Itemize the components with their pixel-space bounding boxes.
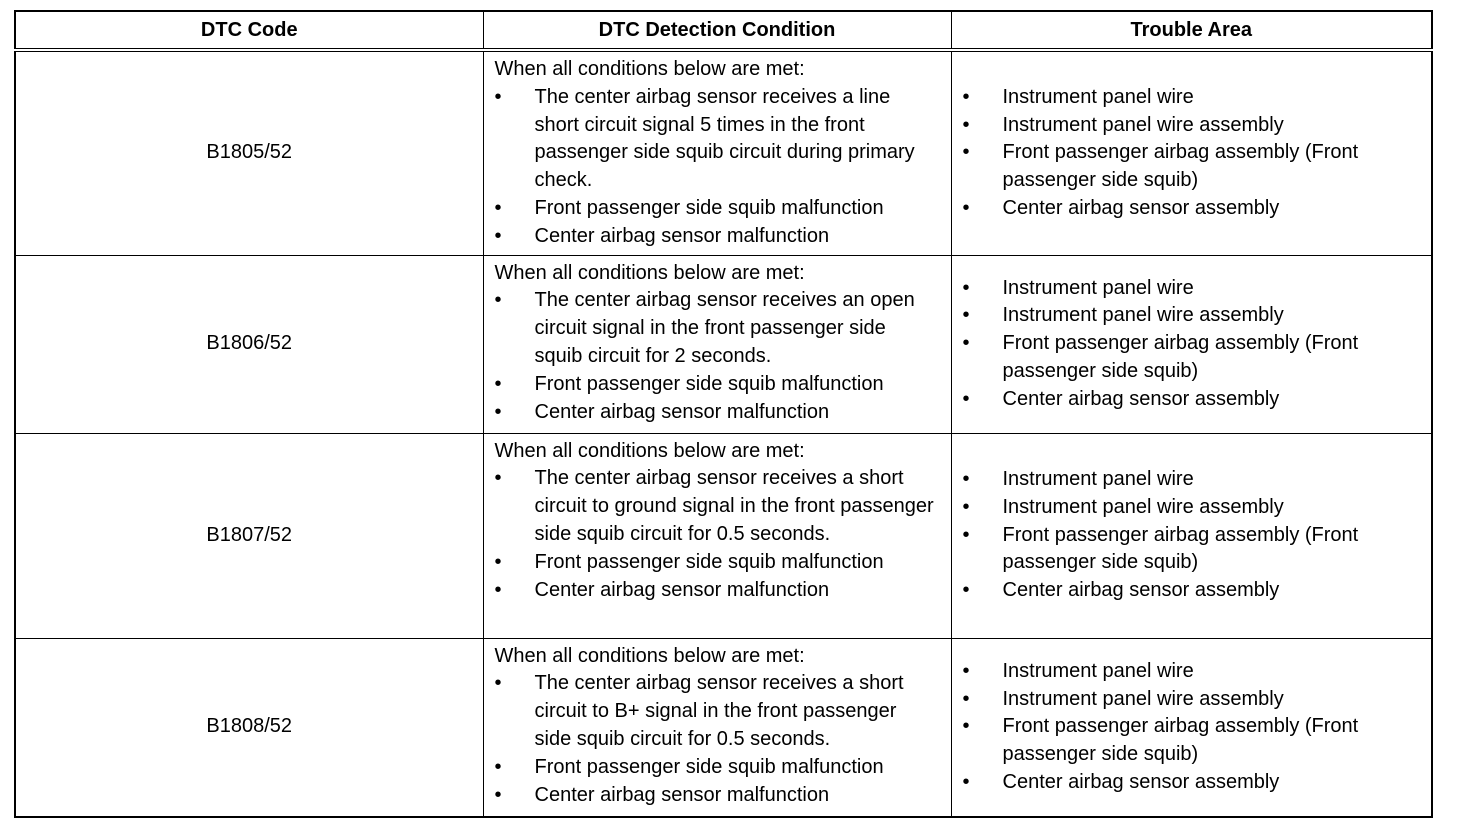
detection-condition (483, 638, 951, 817)
condition-text: Center airbag sensor malfunction (534, 400, 830, 423)
area-list (963, 466, 1420, 605)
condition-item (495, 670, 939, 753)
condition-list (495, 670, 939, 809)
bullet-icon: • (494, 289, 502, 312)
area-item (963, 769, 1420, 797)
area-item (963, 466, 1420, 494)
area-item (963, 112, 1420, 140)
condition-item (495, 549, 939, 577)
detection-condition (483, 433, 951, 638)
bullet-icon: • (494, 755, 502, 778)
detection-condition (483, 50, 951, 255)
condition-item (495, 782, 939, 810)
condition-item (495, 754, 939, 782)
area-text: Instrument panel wire (1002, 659, 1194, 682)
condition-text: The center airbag sensor receives a short circuit to B+ signal in the front passenger side squib circuit for 0.5 seconds. (534, 672, 904, 750)
area-text: Center airbag sensor assembly (1002, 771, 1280, 794)
bullet-icon: • (494, 85, 502, 108)
area-text: Instrument panel wire (1002, 85, 1194, 108)
trouble-area (951, 50, 1432, 255)
trouble-area (951, 255, 1432, 433)
bullet-icon: • (962, 387, 970, 410)
condition-text: Center airbag sensor malfunction (534, 224, 830, 247)
area-text: Instrument panel wire assembly (1002, 304, 1284, 327)
bullet-icon: • (962, 304, 970, 327)
bullet-icon: • (962, 276, 970, 299)
table-row (15, 50, 1432, 255)
condition-item (495, 223, 939, 251)
area-item (963, 522, 1420, 578)
bullet-icon: • (494, 550, 502, 573)
condition-text: Front passenger side squib malfunction (534, 755, 884, 778)
condition-text: The center airbag sensor receives a line short circuit signal 5 times in the front passenger side squib circuit during primary check. (534, 85, 915, 192)
area-item (963, 139, 1420, 195)
area-item (963, 658, 1420, 686)
table-row (15, 433, 1432, 638)
area-item (963, 494, 1420, 522)
bullet-icon: • (962, 715, 970, 738)
area-item (963, 275, 1420, 303)
bullet-icon: • (962, 687, 970, 710)
bullet-icon: • (962, 113, 970, 136)
bullet-icon: • (962, 85, 970, 108)
bullet-icon: • (494, 783, 502, 806)
bullet-icon: • (962, 771, 970, 794)
bullet-icon: • (494, 196, 502, 219)
condition-list (495, 287, 939, 426)
area-item (963, 195, 1420, 223)
area-list (963, 275, 1420, 414)
header-trouble-area: Trouble Area (951, 11, 1432, 50)
condition-item (495, 577, 939, 605)
dtc-code: B1808/52 (15, 638, 483, 817)
dtc-code: B1805/52 (15, 50, 483, 255)
trouble-area (951, 433, 1432, 638)
condition-item (495, 371, 939, 399)
area-item (963, 302, 1420, 330)
condition-text: Front passenger side squib malfunction (534, 196, 884, 219)
bullet-icon: • (494, 224, 502, 247)
condition-intro: When all conditions below are met: (494, 644, 805, 667)
area-text: Instrument panel wire assembly (1002, 113, 1284, 136)
bullet-icon: • (494, 578, 502, 601)
area-list (963, 84, 1420, 223)
area-item (963, 577, 1420, 605)
bullet-icon: • (962, 495, 970, 518)
area-text: Front passenger airbag assembly (Front passenger side squib) (1002, 332, 1359, 382)
condition-intro: When all conditions below are met: (494, 439, 805, 462)
bullet-icon: • (962, 579, 970, 602)
bullet-icon: • (494, 400, 502, 423)
table-row (15, 255, 1432, 433)
bullet-icon: • (962, 523, 970, 546)
area-text: Center airbag sensor assembly (1002, 387, 1280, 410)
detection-condition (483, 255, 951, 433)
dtc-table (14, 10, 1433, 818)
bullet-icon: • (494, 672, 502, 695)
area-text: Center airbag sensor assembly (1002, 196, 1280, 219)
trouble-area (951, 638, 1432, 817)
dtc-code: B1807/52 (15, 433, 483, 638)
condition-text: The center airbag sensor receives an open circuit signal in the front passenger side squib circuit for 2 seconds. (534, 289, 915, 367)
area-text: Instrument panel wire (1002, 468, 1194, 491)
area-text: Front passenger airbag assembly (Front passenger side squib) (1002, 715, 1359, 766)
bullet-icon: • (494, 372, 502, 395)
bullet-icon: • (962, 332, 970, 355)
condition-intro: When all conditions below are met: (494, 261, 805, 284)
header-row (15, 11, 1432, 50)
condition-text: Front passenger side squib malfunction (534, 372, 884, 395)
header-dtc-code: DTC Code (15, 11, 483, 50)
condition-item (495, 287, 939, 370)
table-row (15, 638, 1432, 817)
area-item (963, 686, 1420, 714)
header-detection-condition: DTC Detection Condition (483, 11, 951, 50)
bullet-icon: • (962, 468, 970, 491)
condition-item (495, 84, 939, 195)
area-item (963, 386, 1420, 414)
condition-item (495, 195, 939, 223)
bullet-icon: • (962, 659, 970, 682)
area-text: Front passenger airbag assembly (Front passenger side squib) (1002, 141, 1359, 192)
area-text: Instrument panel wire assembly (1002, 495, 1284, 518)
condition-list (495, 465, 939, 604)
condition-text: Center airbag sensor malfunction (534, 578, 830, 601)
area-text: Instrument panel wire (1002, 276, 1194, 299)
area-list (963, 658, 1420, 797)
area-item (963, 84, 1420, 112)
condition-list (495, 84, 939, 251)
area-text: Center airbag sensor assembly (1002, 579, 1280, 602)
bullet-icon: • (962, 196, 970, 219)
condition-text: Front passenger side squib malfunction (534, 550, 884, 573)
dtc-code: B1806/52 (15, 255, 483, 433)
condition-text: Center airbag sensor malfunction (534, 783, 830, 806)
condition-text: The center airbag sensor receives a short circuit to ground signal in the front passenger side squib circuit for 0.5 seconds. (534, 467, 934, 545)
condition-intro: When all conditions below are met: (494, 58, 805, 80)
area-item (963, 713, 1420, 769)
area-item (963, 330, 1420, 386)
condition-item (495, 465, 939, 548)
condition-item (495, 399, 939, 427)
area-text: Instrument panel wire assembly (1002, 687, 1284, 710)
bullet-icon: • (494, 467, 502, 490)
bullet-icon: • (962, 141, 970, 164)
area-text: Front passenger airbag assembly (Front passenger side squib) (1002, 523, 1359, 574)
